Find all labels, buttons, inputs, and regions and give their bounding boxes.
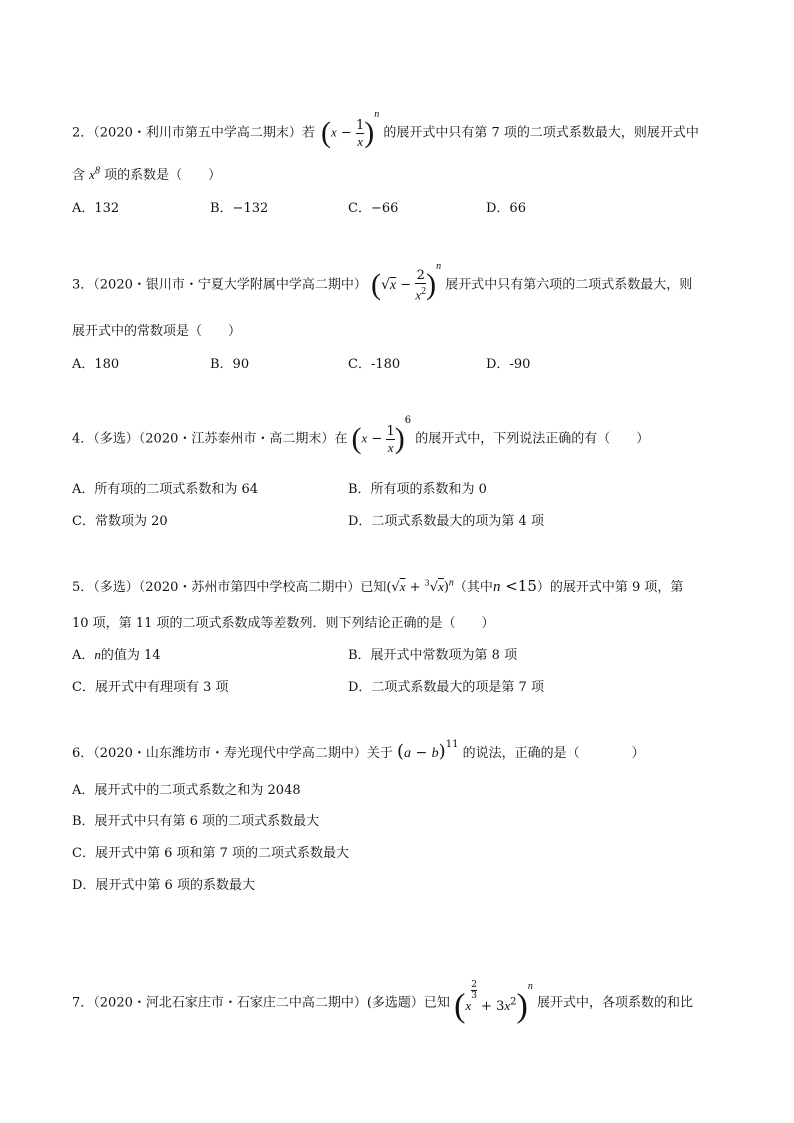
q2-option-a[interactable]: A．132 <box>72 201 120 216</box>
q4-text-a: 4．（多选）（2020・江苏泰州市・高二期末）在 <box>72 431 348 447</box>
question-6-stem <box>72 741 645 762</box>
q5-option-a-text: 的值为 14 <box>100 648 161 663</box>
q2-option-c[interactable]: C．−66 <box>348 201 399 216</box>
q5-option-d[interactable]: D．二项式系数最大的项是第 7 项 <box>348 680 544 695</box>
q5-option-b[interactable]: B．展开式中常数项为第 8 项 <box>348 648 518 663</box>
q3-option-b[interactable]: B．90 <box>210 357 250 372</box>
q3-text-c: 展开式中的常数项是（ ） <box>72 324 242 339</box>
q3-expression: (√x − $\frac{2}{x^2}$ )$^n$ <box>371 261 442 303</box>
q2-text-a: 2．（2020・利川市第五中学高二期末）若 <box>72 125 315 141</box>
q3-option-c[interactable]: C．-180 <box>348 357 401 372</box>
q4-text-b: 的展开式中，下列说法正确的有（ ） <box>415 431 650 447</box>
question-2-stem-line1 <box>72 109 699 150</box>
q5-text-c: ）的展开式中第 9 项，第 <box>536 580 684 595</box>
question-3-stem-line1 <box>72 261 693 303</box>
q7-text-a: 7．（2020・河北石家庄市・石家庄二中高二期中）(多选题）已知 <box>72 995 450 1011</box>
q2-expression: (x − $\frac{1}{x}$ )$^n$ <box>321 109 380 149</box>
q4-option-d[interactable]: D．二项式系数最大的项为第 4 项 <box>348 514 544 529</box>
q6-text-a: 6．（2020・山东潍坊市・寿光现代中学高二期中）关于 <box>72 746 393 761</box>
q6-option-d[interactable]: D．展开式中第 6 项的系数最大 <box>72 878 255 893</box>
question-7-stem <box>72 980 693 1026</box>
q3-text-b: 展开式中只有第六项的二项式系数最大，则 <box>445 277 693 293</box>
q5-condition: n <15 <box>492 577 537 595</box>
q7-expression: (x $\frac{2}{3}$ + $3x^2)^n$ <box>454 980 533 1025</box>
q6-expression: $(a - b)^{11}$ <box>397 739 459 762</box>
question-5-stem-line1 <box>72 576 683 596</box>
q2-option-d[interactable]: D．66 <box>486 201 526 216</box>
q6-option-b[interactable]: B．展开式中只有第 6 项的二项式系数最大 <box>72 814 320 829</box>
q6-text-b: 的说法，正确的是（ ） <box>462 746 645 761</box>
q7-text-b: 展开式中，各项系数的和比 <box>536 995 693 1011</box>
q5-text-b: （其中 <box>453 580 493 595</box>
q5-option-c[interactable]: C．展开式中有理项有 3 项 <box>72 680 229 695</box>
q4-option-b[interactable]: B．所有项的系数和为 0 <box>348 482 487 497</box>
q4-option-a[interactable]: A．所有项的二项式系数和为 64 <box>72 482 259 497</box>
q5-option-a[interactable]: A．n的值为 14 <box>72 647 161 663</box>
q3-option-a[interactable]: A．180 <box>72 357 120 372</box>
q3-option-d[interactable]: D．-90 <box>486 357 531 372</box>
q5-expression: $(√x + ^3√x)^n$ <box>386 577 454 595</box>
q4-option-c[interactable]: C．常数项为 20 <box>72 514 168 529</box>
q3-text-a: 3．（2020・银川市・宁夏大学附属中学高二期中） <box>72 277 367 293</box>
question-2-stem-line2 <box>72 164 221 183</box>
q6-option-c[interactable]: C．展开式中第 6 项和第 7 项的二项式系数最大 <box>72 846 350 861</box>
q2-text-c: 含 <box>72 168 86 183</box>
q2-option-b[interactable]: B．−132 <box>210 201 269 216</box>
q2-term: $x^8$ <box>89 165 100 182</box>
q4-expression: (x − $\frac{1}{x}$ )$^6$ <box>351 415 412 455</box>
q5-text-d: 10 项，第 11 项的二项式系数成等差数列．则下列结论正确的是（ ） <box>72 616 495 631</box>
q5-text-a: 5．（多选）（2020・苏州市第四中学校高二期中）已知 <box>72 580 387 595</box>
q2-text-d: 项的系数是（ ） <box>104 168 222 183</box>
q6-option-a[interactable]: A．展开式中的二项式系数之和为 2048 <box>72 783 301 798</box>
q2-text-b: 的展开式中只有第 7 项的二项式系数最大，则展开式中 <box>383 125 699 141</box>
question-4-stem <box>72 415 650 456</box>
